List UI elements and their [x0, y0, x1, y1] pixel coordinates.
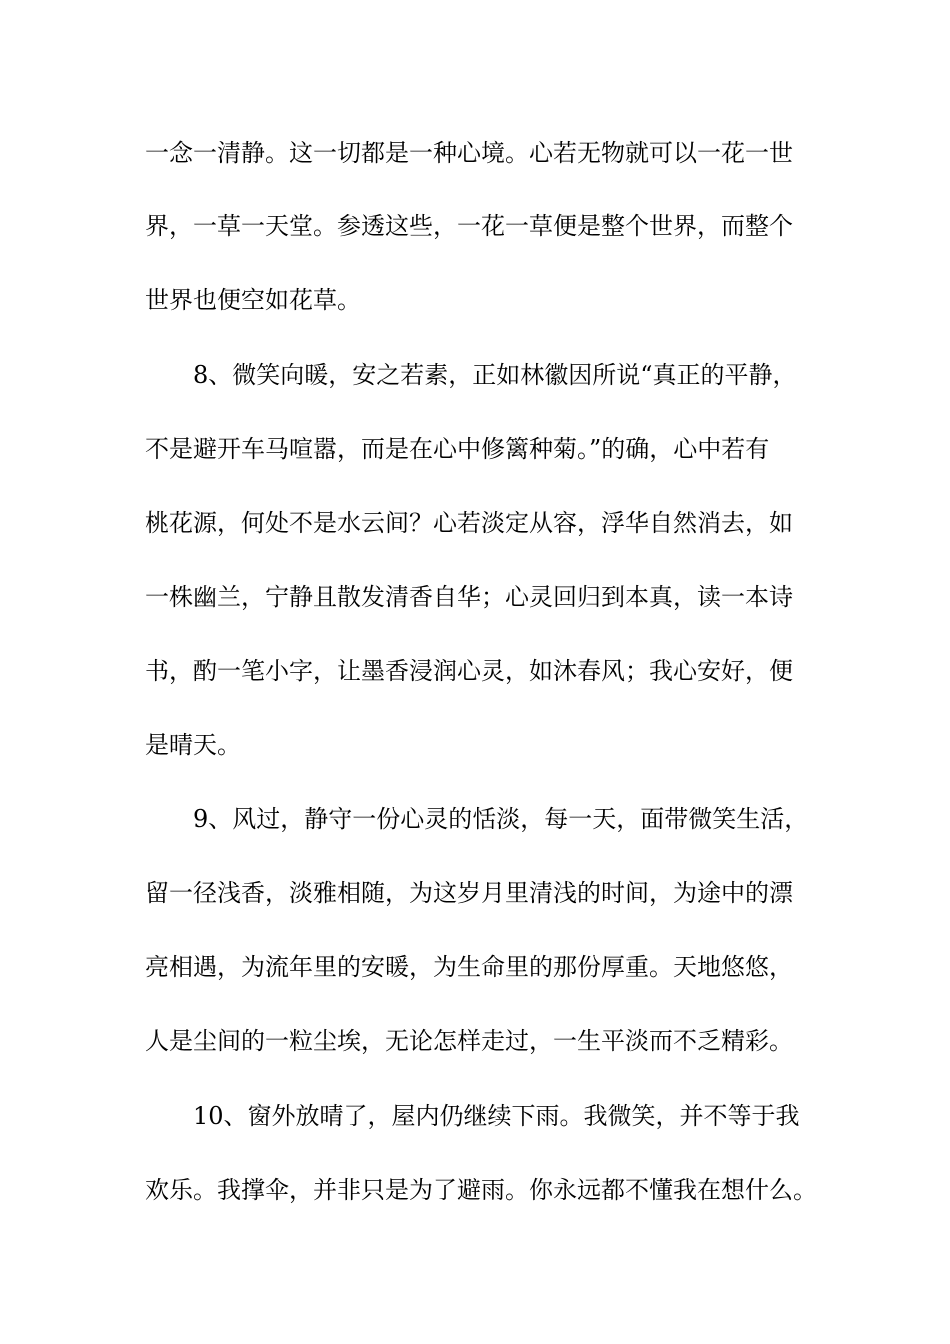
- paragraph-line: 不是避开车马喧嚣，而是在心中修篱种菊。”的确，心中若有: [145, 435, 770, 463]
- paragraph-line: 世界也便空如花草。: [145, 286, 361, 314]
- paragraph-line: 桃花源，何处不是水云间？心若淡定从容，浮华自然消去，如: [145, 509, 793, 537]
- paragraph-line: 一念一清静。这一切都是一种心境。心若无物就可以一花一世: [145, 139, 793, 167]
- paragraph-line: 是晴天。: [145, 731, 241, 759]
- paragraph-line: 一株幽兰，宁静且散发清香自华；心灵回归到本真，读一本诗: [145, 583, 793, 611]
- paragraph-line: 亮相遇，为流年里的安暖，为生命里的那份厚重。天地悠悠，: [145, 953, 793, 981]
- paragraph-line: 欢乐。我撑伞，并非只是为了避雨。你永远都不懂我在想什么。: [145, 1176, 817, 1204]
- paragraph-line: 10、窗外放晴了，屋内仍继续下雨。我微笑，并不等于我: [193, 1102, 800, 1130]
- paragraph-line: 9、风过，静守一份心灵的恬淡，每一天，面带微笑生活，: [193, 805, 809, 833]
- paragraph-line: 界，一草一天堂。参透这些，一花一草便是整个世界，而整个: [145, 212, 793, 240]
- paragraph-line: 书，酌一笔小字，让墨香浸润心灵，如沐春风；我心安好，便: [145, 657, 793, 685]
- paragraph-line: 人是尘间的一粒尘埃，无论怎样走过，一生平淡而不乏精彩。: [145, 1027, 793, 1055]
- paragraph-line: 8、微笑向暖，安之若素，正如林徽因所说“真正的平静，: [193, 361, 797, 389]
- paragraph-line: 留一径浅香，淡雅相随，为这岁月里清浅的时间，为途中的漂: [145, 879, 793, 907]
